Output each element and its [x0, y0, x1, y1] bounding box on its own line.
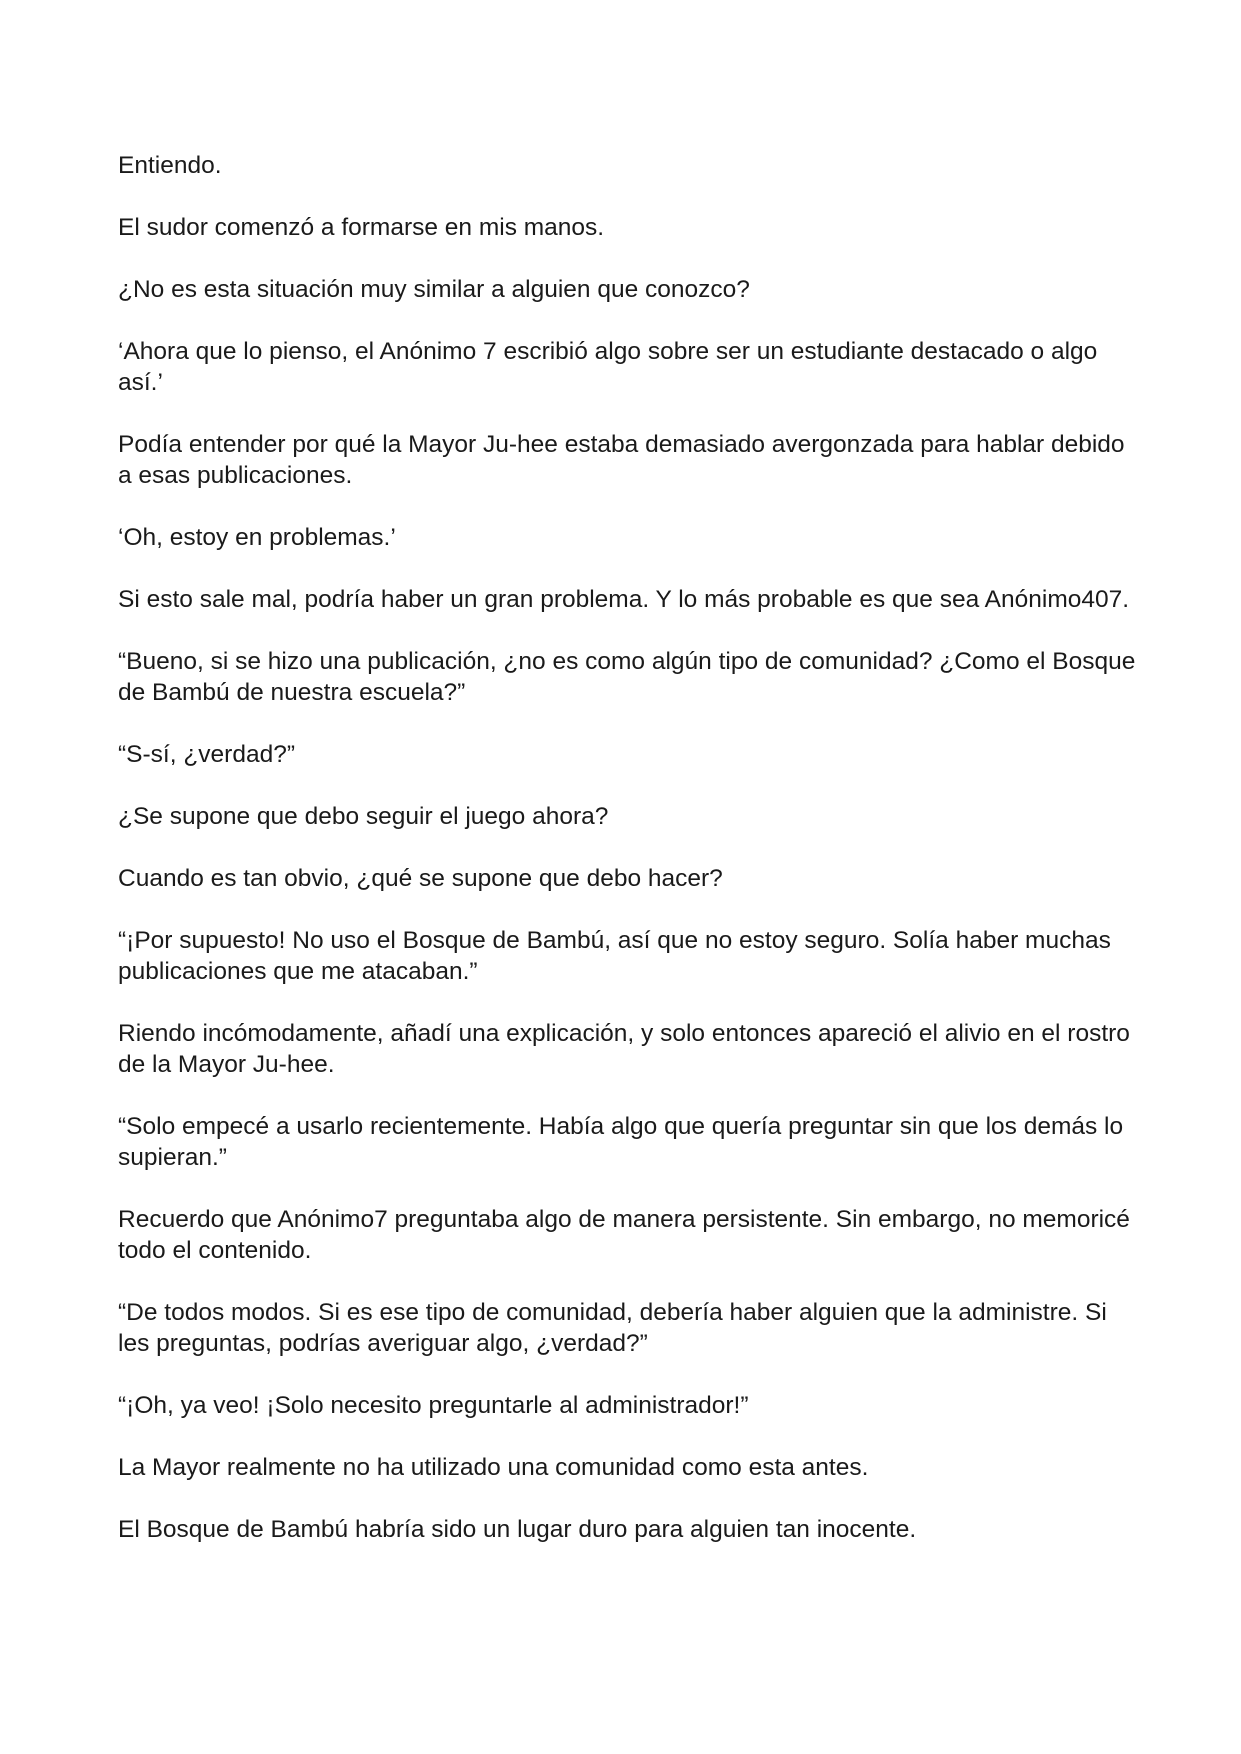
paragraph: ‘Ahora que lo pienso, el Anónimo 7 escribió algo sobre ser un estudiante destacado o algo así.’	[118, 338, 1098, 396]
paragraph: Entiendo.	[118, 152, 222, 179]
paragraph: Cuando es tan obvio, ¿qué se supone que debo hacer?	[118, 865, 723, 892]
paragraph: “Solo empecé a usarlo recientemente. Había algo que quería preguntar sin que los demás lo supieran.”	[118, 1113, 1124, 1171]
paragraph: Recuerdo que Anónimo7 preguntaba algo de manera persistente. Sin embargo, no memoricé todo el contenido.	[118, 1206, 1130, 1264]
paragraph: “¡Oh, ya veo! ¡Solo necesito preguntarle al administrador!”	[118, 1392, 749, 1419]
paragraph: ¿No es esta situación muy similar a alguien que conozco?	[118, 276, 750, 303]
paragraph: “Bueno, si se hizo una publicación, ¿no es como algún tipo de comunidad? ¿Como el Bosque de Bambú de nuestra escuela?”	[118, 648, 1136, 706]
paragraph: Si esto sale mal, podría haber un gran problema. Y lo más probable es que sea Anónimo407.	[118, 586, 1130, 613]
paragraph: El Bosque de Bambú habría sido un lugar duro para alguien tan inocente.	[118, 1516, 917, 1543]
paragraph: ‘Oh, estoy en problemas.’	[118, 524, 396, 551]
paragraph: “S-sí, ¿verdad?”	[118, 741, 295, 768]
paragraph: El sudor comenzó a formarse en mis manos.	[118, 214, 605, 241]
paragraph: ¿Se supone que debo seguir el juego ahora?	[118, 803, 609, 830]
paragraph: La Mayor realmente no ha utilizado una comunidad como esta antes.	[118, 1454, 869, 1481]
paragraph: Podía entender por qué la Mayor Ju-hee estaba demasiado avergonzada para hablar debido a esas publicaciones.	[118, 431, 1125, 489]
paragraph: Riendo incómodamente, añadí una explicación, y solo entonces apareció el alivio en el rostro de la Mayor Ju-hee.	[118, 1020, 1130, 1078]
document-body	[118, 150, 1138, 1576]
paragraph: “¡Por supuesto! No uso el Bosque de Bambú, así que no estoy seguro. Solía haber muchas publicaciones que me atacaban.”	[118, 927, 1111, 985]
paragraph: “De todos modos. Si es ese tipo de comunidad, debería haber alguien que la administre. Si les preguntas, podrías averiguar algo, ¿verdad?”	[118, 1299, 1107, 1357]
